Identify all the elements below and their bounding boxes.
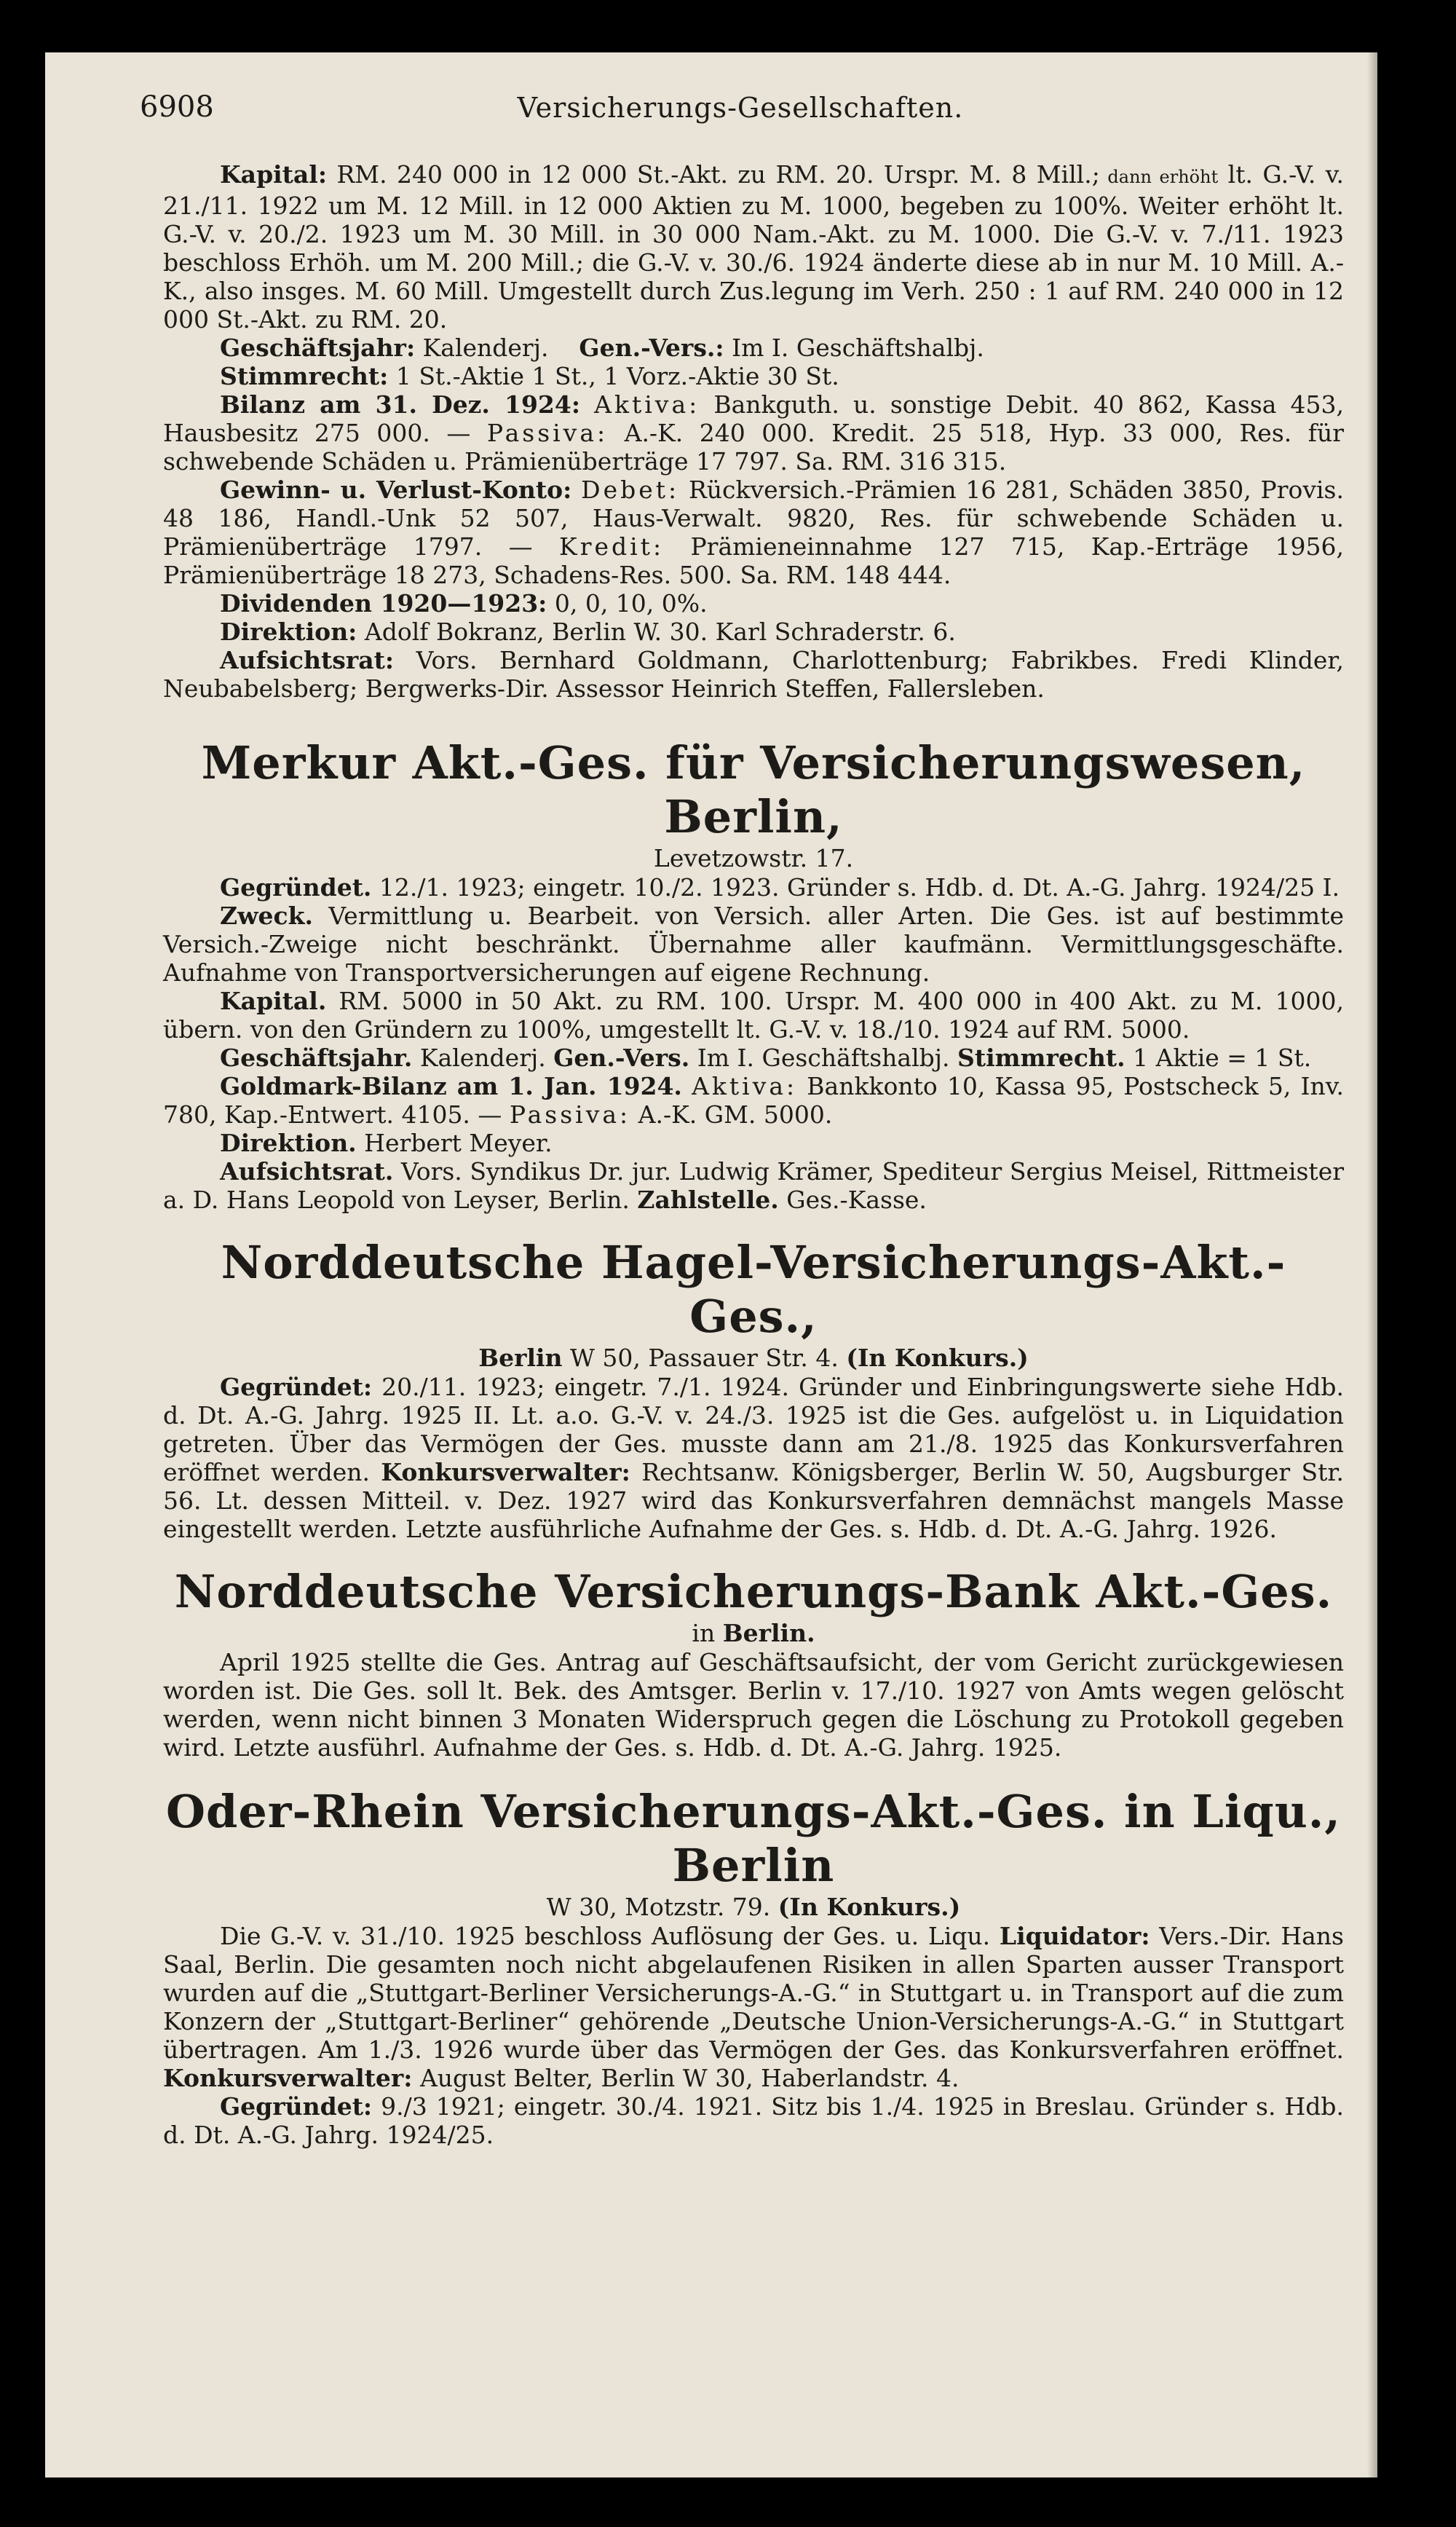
entry-continued — [163, 160, 1344, 703]
gewinn-label: Gewinn- u. Verlust-Konto: — [220, 476, 572, 504]
entry-oder-rhein — [163, 1922, 1344, 2149]
running-head: Versicherungs-Gesellschaften. — [517, 92, 964, 124]
bilanz-paragraph — [163, 390, 1344, 476]
aufsichtsrat-paragraph — [163, 646, 1344, 703]
aufsichtsrat-label: Aufsichtsrat. — [220, 1157, 394, 1186]
page-header — [140, 90, 1341, 134]
kapital-label: Kapital. — [220, 987, 327, 1015]
bilanz-label: Bilanz am 31. Dez. 1924: — [220, 390, 581, 419]
address-text: W 30, Motzstr. 79. — [546, 1893, 778, 1921]
status-label: (In Konkurs.) — [778, 1893, 961, 1921]
section-title-bank: Norddeutsche Versicherungs-Bank Akt.-Ges. — [174, 1565, 1333, 1618]
kredit-label: Kredit: — [559, 532, 665, 561]
konkursverwalter-text: Rechtsanw. Königsberger, Berlin W. 50, Augsburger Str. 56. Lt. dessen Mitteil. v. Dez. 1927 wird das Konkursverfahren demnächst mangels Masse eingestellt werden. Letzte ausführliche Aufnahme der Ges. s. Hdb. d. Dt. A.-G. Jahrg. 1926. — [163, 1458, 1344, 1543]
kapital-text: RM. 5000 in 50 Akt. zu RM. 100. Urspr. M. 400 000 in 400 Akt. zu M. 1000, übern. von den Gründern zu 100%, umgestellt lt. G.-V. v. 18./10. 1924 auf RM. 5000. — [163, 987, 1344, 1044]
aktiva-text: Bankkonto 10, Kassa 95, Postscheck 5, Inv. 780, Kap.-Entwert. 4105. — — [163, 1072, 1344, 1129]
bilanz-label: Goldmark-Bilanz am 1. Jan. 1924. — [220, 1072, 682, 1100]
page-content — [163, 160, 1344, 2149]
address-text: W 50, Passauer Str. 4. — [562, 1344, 847, 1372]
status-label: (In Konkurs.) — [846, 1344, 1029, 1372]
gegruendet-label: Gegründet. — [220, 873, 372, 902]
gegruendet-text: 12./1. 1923; eingetr. 10./2. 1923. Gründer s. Hdb. d. Dt. A.-G. Jahrg. 1924/25 I. — [371, 873, 1340, 902]
section-sub-bank — [163, 1619, 1344, 1648]
merkur-direktion — [163, 1129, 1344, 1157]
gegruendet-text: 9./3 1921; eingetr. 30./4. 1921. Sitz bis 1./4. 1925 in Breslau. Gründer s. Hdb. d. Dt. A.-G. Jahrg. 1924/25. — [163, 2092, 1344, 2149]
direktion-paragraph — [163, 618, 1344, 646]
direktion-text: Adolf Bokranz, Berlin W. 30. Karl Schraderstr. 6. — [357, 618, 956, 646]
debet-text: Rückversich.-Prämien 16 281, Schäden 3850, Provis. 48 186, Handl.-Unk 52 507, Haus-Verwalt. 9820, Res. für schwebende Schäden u. Prämienüberträge 1797. — — [163, 476, 1344, 561]
gen-vers-label: Gen.-Vers. — [553, 1044, 690, 1072]
konkursverwalter-text: August Belter, Berlin W 30, Haberlandstr. 4. — [412, 2064, 960, 2092]
section-title-merkur: Merkur Akt.-Ges. für Versicherungswesen, Berlin, — [201, 736, 1306, 843]
section-title-hagel: Norddeutsche Hagel-Versicherungs-Akt.-Ges., — [221, 1236, 1286, 1343]
merkur-zweck — [163, 902, 1344, 987]
oder-rhein-gegruendet — [163, 2092, 1344, 2149]
merkur-geschaeftsjahr — [163, 1044, 1344, 1072]
aktiva-label: Aktiva: — [692, 1072, 798, 1100]
gen-vers-label: Gen.-Vers.: — [579, 334, 724, 362]
city-label: Berlin — [478, 1344, 563, 1372]
aufsichtsrat-label: Aufsichtsrat: — [220, 646, 395, 674]
section-title-oder-rhein: Oder-Rhein Versicherungs-Akt.-Ges. in Liqu., Berlin — [166, 1785, 1341, 1892]
gen-vers-text: Im I. Geschäftshalbj. — [724, 334, 984, 362]
aufsichtsrat-text: Vors. Bernhard Goldmann, Charlottenburg; Fabrikbes. Fredi Klinder, Neubabelsberg; Bergwerks-Dir. Assessor Heinrich Steffen, Fallersleben. — [163, 646, 1344, 703]
liquidator-label: Liquidator: — [999, 1922, 1150, 1950]
merkur-bilanz — [163, 1072, 1344, 1129]
merkur-kapital — [163, 987, 1344, 1044]
geschaeftsjahr-label: Geschäftsjahr. — [220, 1044, 413, 1072]
aktiva-label: Aktiva: — [594, 390, 700, 419]
kapital-text: RM. 240 000 in 12 000 St.-Akt. zu RM. 20. Urspr. M. 8 Mill.; — [327, 160, 1100, 189]
aufsichtsrat-text: Vors. Syndikus Dr. jur. Ludwig Krämer, Spediteur Sergius Meisel, Rittmeister a. D. Hans Leopold von Leyser, Berlin. — [163, 1157, 1344, 1214]
gegruendet-text: 20./11. 1923; eingetr. 7./1. 1924. Gründer und Einbringungswerte siehe Hdb. d. Dt. A.-G. Jahrg. 1925 II. Lt. a.o. G.-V. v. 24./3. 1925 ist die Ges. aufgelöst u. in Liquidation getreten. Über das Vermögen der Ges. musste dann am 21./8. 1925 das Konkursverfahren eröffnet werden. — [163, 1373, 1344, 1486]
gen-vers-text: Im I. Geschäftshalbj. — [689, 1044, 950, 1072]
dividenden-paragraph — [163, 589, 1344, 618]
merkur-aufsichtsrat — [163, 1157, 1344, 1214]
section-sub-hagel — [163, 1344, 1344, 1373]
geschaeftsjahr-paragraph — [163, 334, 1344, 362]
konkursverwalter-label: Konkursverwalter: — [163, 2064, 413, 2092]
oder-rhein-text — [163, 1922, 1344, 2092]
hagel-gegruendet — [163, 1373, 1344, 1543]
gegruendet-label: Gegründet: — [220, 1373, 373, 1401]
kredit-text: Prämieneinnahme 127 715, Kap.-Erträge 1956, Prämienüberträge 18 273, Schadens-Res. 500. Sa. RM. 148 444. — [163, 532, 1344, 589]
stimmrecht-label: Stimmrecht. — [957, 1044, 1125, 1072]
city-label: Berlin. — [722, 1619, 815, 1647]
debet-label: Debet: — [581, 476, 680, 504]
dividenden-text: 0, 0, 10, 0%. — [547, 589, 708, 618]
stimmrecht-text: 1 Aktie = 1 St. — [1125, 1044, 1312, 1072]
passiva-text: A.-K. GM. 5000. — [630, 1100, 833, 1129]
aktiva-text: Bankguth. u. sonstige Debit. 40 862, Kassa 453, Hausbesitz 275 000. — — [163, 390, 1344, 447]
geschaeftsjahr-text: Kalenderj. — [412, 1044, 546, 1072]
geschaeftsjahr-text: Kalenderj. — [415, 334, 549, 362]
zweck-text: Vermittlung u. Bearbeit. von Versich. aller Arten. Die Ges. ist auf bestimmte Versich.-Zweige nicht beschränkt. Übernahme aller kaufmänn. Vermittlungsgeschäfte. Aufnahme von Transportversicherungen auf eigene Rechnung. — [163, 902, 1344, 987]
entry-bank — [163, 1648, 1344, 1762]
gegruendet-label: Gegründet: — [220, 2092, 373, 2121]
geschaeftsjahr-label: Geschäftsjahr: — [220, 334, 416, 362]
direktion-label: Direktion. — [220, 1129, 357, 1157]
entry-hagel — [163, 1373, 1344, 1543]
sub-prefix: in — [692, 1619, 723, 1647]
kapital-label: Kapital: — [220, 160, 328, 189]
zahlstelle-label: Zahlstelle. — [637, 1186, 779, 1214]
stimmrecht-paragraph — [163, 362, 1344, 390]
merkur-gegruendet — [163, 873, 1344, 902]
section-address-merkur: Levetzowstr. 17. — [653, 844, 854, 872]
passiva-label: Passiva: — [509, 1100, 631, 1129]
zahlstelle-text: Ges.-Kasse. — [778, 1186, 927, 1214]
direktion-text: Herbert Meyer. — [356, 1129, 553, 1157]
stimmrecht-label: Stimmrecht: — [220, 362, 389, 390]
dividenden-label: Dividenden 1920—1923: — [220, 589, 547, 618]
bank-text: April 1925 stellte die Ges. Antrag auf Geschäftsaufsicht, der vom Gericht zurückgewiesen worden ist. Die Ges. soll lt. Bek. des Amtsger. Berlin v. 17./10. 1927 von Amts wegen gelöscht werden, wenn nicht binnen 3 Monaten Widerspruch gegen die Löschung zu Protokoll gegeben wird. Letzte ausführl. Aufnahme der Ges. s. Hdb. d. Dt. A.-G. Jahrg. 1925. — [163, 1648, 1344, 1762]
stimmrecht-text: 1 St.-Aktie 1 St., 1 Vorz.-Aktie 30 St. — [388, 362, 839, 390]
direktion-label: Direktion: — [220, 618, 357, 646]
section-sub-oder-rhein — [163, 1893, 1344, 1922]
kapital-paragraph — [163, 160, 1344, 334]
kapital-small-text: dann erhöht — [1099, 167, 1219, 187]
page-number: 6908 — [140, 90, 214, 124]
konkursverwalter-label: Konkursverwalter: — [381, 1458, 630, 1486]
passiva-label: Passiva: — [486, 419, 609, 447]
document-page — [45, 52, 1377, 2477]
entry-merkur — [163, 873, 1344, 1214]
kapital-text-2: lt. G.-V. v. 21./11. 1922 um M. 12 Mill. in 12 000 Aktien zu M. 1000, begeben zu 100%. Weiter erhöht lt. G.-V. v. 20./2. 1923 um M. 30 Mill. in 30 000 Nam.-Akt. zu M. 1000. Die G.-V. v. 7./11. 1923 beschloss Erhöh. um M. 200 Mill.; die G.-V. v. 30./6. 1924 änderte diese ab in nur M. 10 Mill. A.-K., also insges. M. 60 Mill. Umgestellt durch Zus.legung im Verh. 250 : 1 auf RM. 240 000 in 12 000 St.-Akt. zu RM. 20. — [163, 160, 1345, 334]
liquidator-text: Vers.-Dir. Hans Saal, Berlin. Die gesamten noch nicht abgelaufenen Risiken in allen Sparten ausser Transport wurden auf die „Stuttgart-Berliner Versicherungs-A.-G.“ in Stuttgart u. in Transport auf die zum Konzern der „Stuttgart-Berliner“ gehörende „Deutsche Union-Versicherungs-A.-G.“ in Stuttgart übertragen. Am 1./3. 1926 wurde über das Vermögen der Ges. das Konkursverfahren eröffnet. — [163, 1922, 1344, 2064]
passiva-text: A.-K. 240 000. Kredit. 25 518, Hyp. 33 000, Res. für schwebende Schäden u. Prämienüberträge 17 797. Sa. RM. 316 315. — [163, 419, 1344, 476]
zweck-label: Zweck. — [220, 902, 313, 930]
gewinn-paragraph — [163, 476, 1344, 589]
intro-text: Die G.-V. v. 31./10. 1925 beschloss Auflösung der Ges. u. Liqu. — [220, 1922, 1000, 1950]
